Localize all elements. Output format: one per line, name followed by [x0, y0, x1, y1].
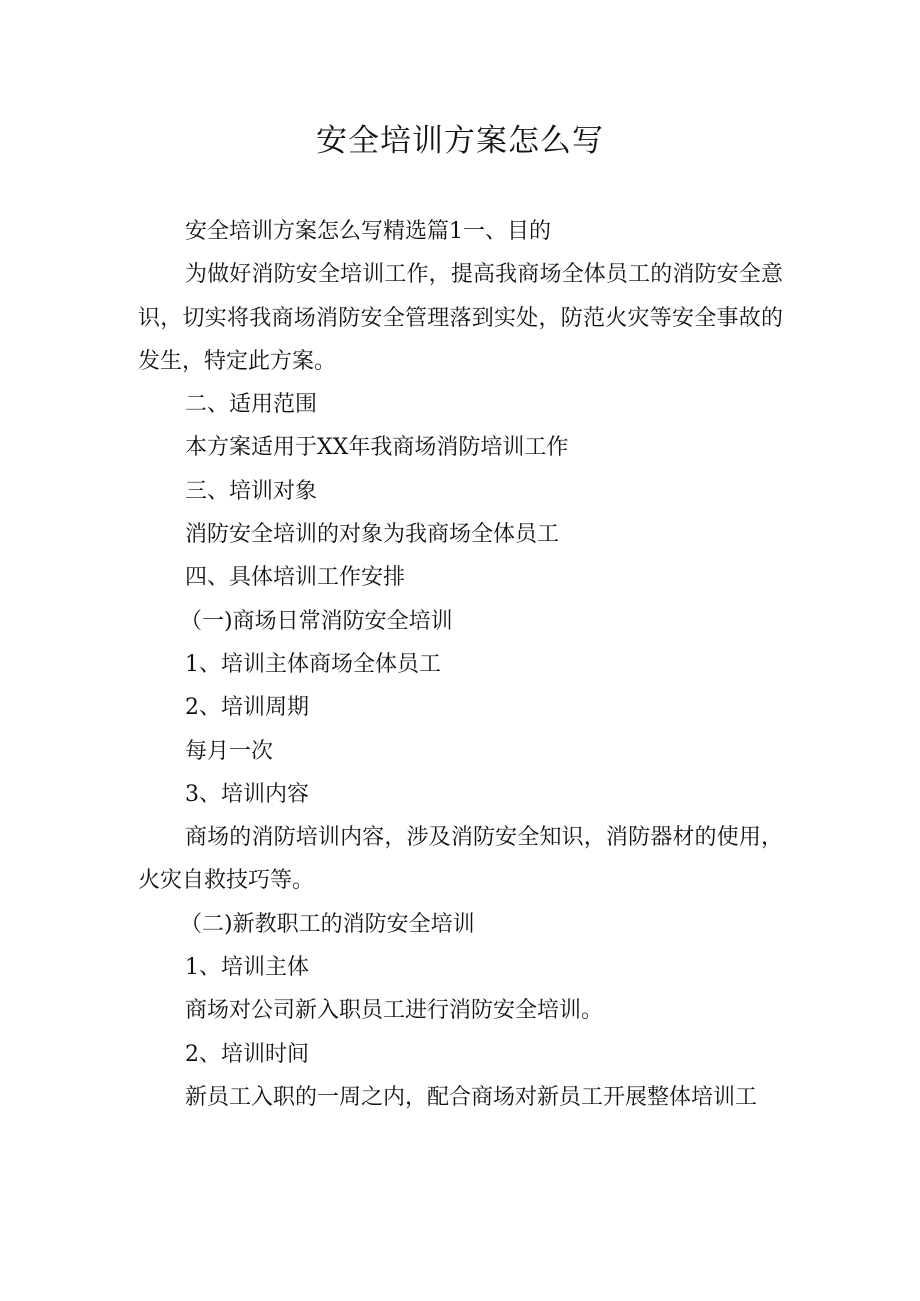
- paragraph-3: 二、适用范围: [185, 392, 318, 418]
- paragraph-11: 每月一次: [185, 738, 274, 764]
- document-title: 安全培训方案怎么写: [316, 123, 604, 159]
- paragraph-10: 2、培训周期: [185, 695, 309, 721]
- paragraph-4: 本方案适用于XX年我商场消防培训工作: [185, 435, 569, 461]
- paragraph-1: 安全培训方案怎么写精选篇1一、目的: [185, 219, 551, 244]
- paragraph-15: 1、培训主体: [185, 955, 309, 981]
- paragraph-6: 消防安全培训的对象为我商场全体员工: [185, 522, 560, 548]
- paragraph-17: 2、培训时间: [185, 1041, 309, 1067]
- paragraph-13: 商场的消防培训内容，涉及消防安全知识，消防器材的使用，火灾自救技巧等。: [138, 825, 783, 894]
- paragraph-7: 四、具体培训工作安排: [185, 565, 406, 591]
- paragraph-8: （一)商场日常消防安全培训: [180, 608, 453, 634]
- paragraph-14: （二)新教职工的消防安全培训: [180, 911, 475, 937]
- paragraph-2: 为做好消防安全培训工作，提高我商场全体员工的消防安全意识，切实将我商场消防安全管理落到实处，防范火灾等安全事故的发生，特定此方案。: [138, 262, 783, 374]
- document-body: [138, 210, 783, 1119]
- paragraph-18: 新员工入职的一周之内，配合商场对新员工开展整体培训工: [185, 1084, 758, 1110]
- paragraph-16: 商场对公司新入职员工进行消防安全培训。: [185, 998, 604, 1024]
- paragraph-5: 三、培训对象: [185, 478, 318, 504]
- paragraph-12: 3、培训内容: [185, 781, 309, 807]
- paragraph-9: 1、培训主体商场全体员工: [185, 651, 441, 677]
